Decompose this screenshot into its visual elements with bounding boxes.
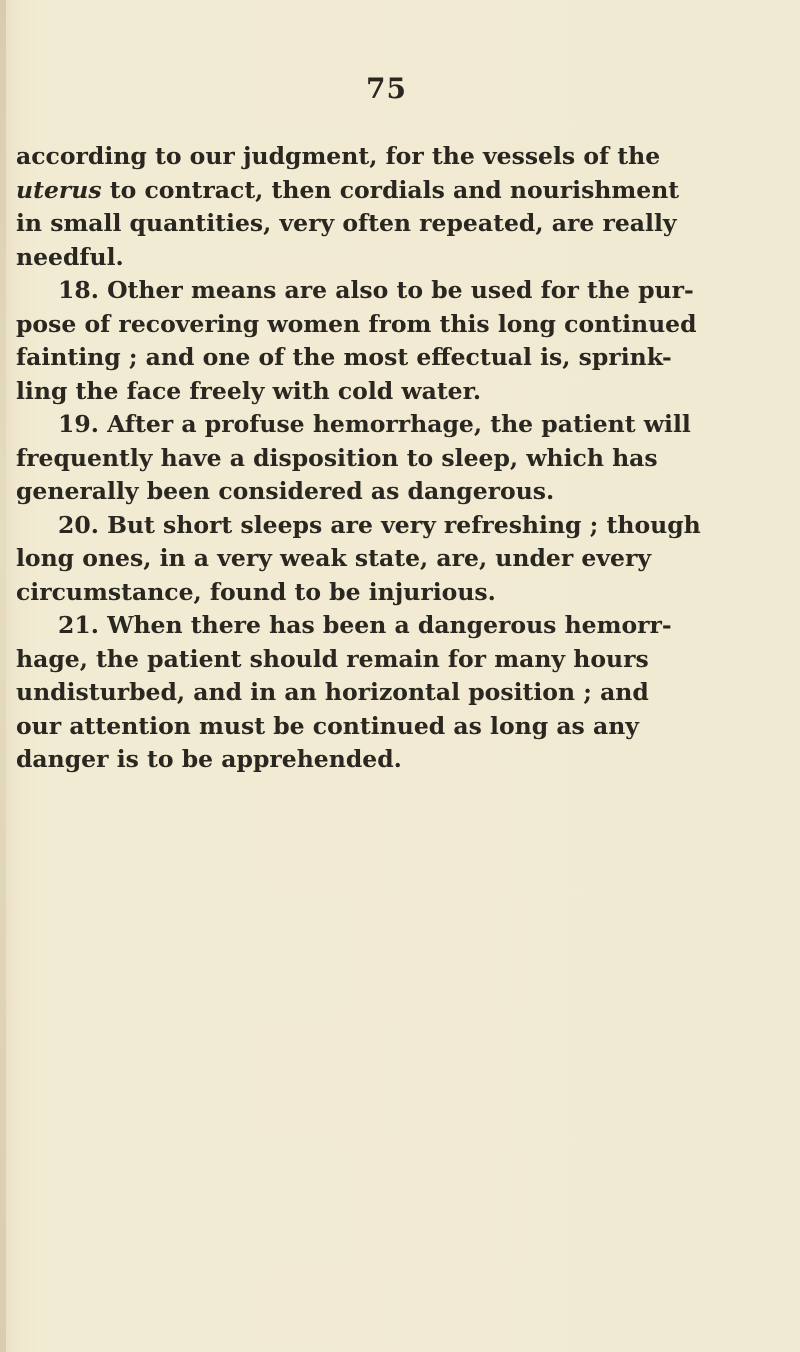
text-line: in small quantities, very often repeated, are really [16, 209, 677, 237]
paragraph-20-start: 20. But short sleeps are very refreshing ; though [58, 510, 701, 539]
text-line: long ones, in a very weak state, are, under every [16, 544, 652, 572]
text-line: danger is to be apprehended. [16, 745, 402, 773]
paragraph-19-start: 19. After a profuse hemorrhage, the patient will [58, 410, 691, 438]
italic-word: uterus [16, 175, 102, 204]
text-line-rest: to contract, then cordials and nourishment [101, 175, 680, 204]
text-line: circumstance, found to be injurious. [16, 577, 496, 606]
text-line: hage, the patient should remain for many hours [16, 644, 649, 673]
page-number: 75 [366, 72, 407, 105]
text-line: frequently have a disposition to sleep, which has [16, 443, 658, 472]
text-line: needful. [16, 242, 124, 271]
text-line: generally been considered as dangerous. [16, 477, 555, 505]
text-line: undisturbed, and in an horizontal position ; and [16, 678, 649, 706]
page-gutter [0, 0, 6, 1352]
text-line: our attention must be continued as long as any [16, 711, 639, 740]
text-line: according to our judgment, for the vessels of the [16, 142, 661, 170]
paragraph-21-start: 21. When there has been a dangerous hemorr- [58, 611, 672, 639]
text-line: pose of recovering women from this long continued [16, 309, 697, 338]
text-line [16, 174, 786, 208]
paragraph-18-start: 18. Other means are also to be used for the pur- [58, 276, 694, 304]
text-line: fainting ; and one of the most effectual is, sprink- [16, 343, 672, 371]
body-text [16, 140, 786, 777]
text-line: ling the face freely with cold water. [16, 376, 482, 405]
